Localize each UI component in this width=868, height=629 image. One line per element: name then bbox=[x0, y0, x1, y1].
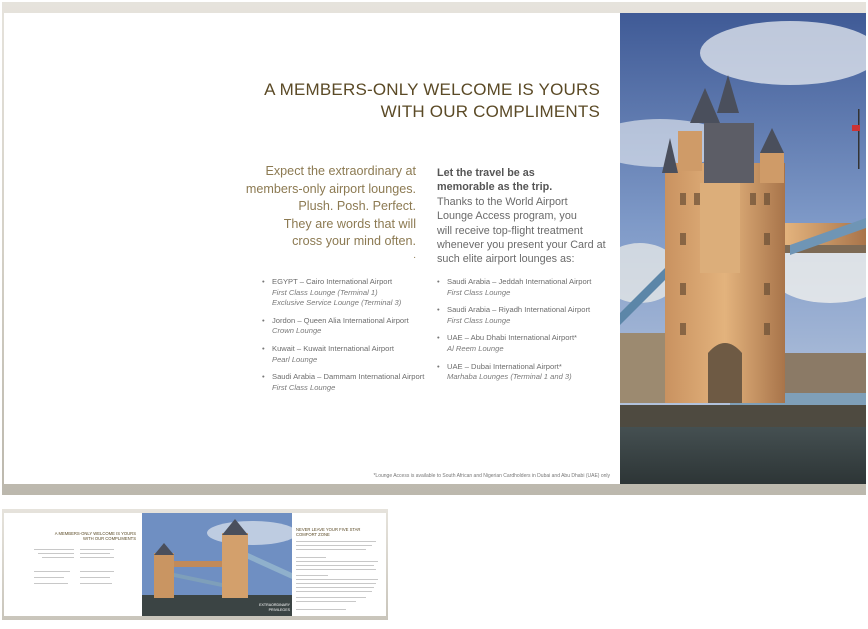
intro-line: Expect the extraordinary at bbox=[265, 164, 416, 178]
travel-line: will receive top-flight treatment bbox=[437, 224, 583, 237]
lounge-name: First Class Lounge bbox=[447, 287, 511, 297]
brochure-spread bbox=[2, 2, 866, 495]
thumbnail-text-line bbox=[296, 609, 346, 610]
airport-name: Saudi Arabia – Jeddah International Airport bbox=[447, 277, 592, 286]
thumbnail-text-line bbox=[296, 557, 326, 558]
thumbnail-text-line bbox=[296, 597, 366, 598]
thumbnail-text-line bbox=[80, 549, 114, 550]
travel-paragraph bbox=[437, 166, 609, 267]
thumbnail-text-line bbox=[38, 553, 74, 554]
page-headline bbox=[180, 79, 600, 123]
list-item bbox=[272, 372, 452, 393]
thumbnail-text-line bbox=[296, 591, 372, 592]
thumbnail-text-line bbox=[34, 549, 74, 550]
thumbnail-right-heading-line-2: COMFORT ZONE bbox=[296, 532, 330, 537]
thumbnail-text-line bbox=[80, 577, 110, 578]
thumbnail-heading-line-2: WITH OUR COMPLIMENTS bbox=[82, 536, 136, 541]
travel-heading-line-2: memorable as the trip. bbox=[437, 181, 553, 194]
headline-line-1: A MEMBERS-ONLY WELCOME IS YOURS bbox=[264, 80, 600, 99]
thumbnail-text-line bbox=[80, 553, 110, 554]
thumbnail-bridge-illustration bbox=[142, 513, 292, 616]
thumbnail-photo bbox=[142, 513, 292, 616]
lounge-list-right bbox=[437, 277, 627, 390]
thumbnail-text-line bbox=[296, 575, 328, 576]
intro-dot: . bbox=[413, 249, 416, 261]
lounge-name: Marhaba Lounges (Terminal 1 and 3) bbox=[447, 372, 572, 382]
list-item bbox=[447, 305, 627, 326]
thumbnail-text-line bbox=[296, 583, 376, 584]
list-item bbox=[447, 333, 627, 354]
thumbnail-text-line bbox=[296, 569, 376, 570]
thumbnail-text-line bbox=[296, 541, 376, 542]
airport-name: Jordon – Queen Alia International Airport bbox=[272, 315, 409, 325]
lounge-name: Al Reem Lounge bbox=[447, 343, 504, 353]
footnote: *Lounge Access is available to South African and Nigerian Cardholders in Dubai and Abu Dhabi (UAE) only bbox=[373, 473, 610, 479]
thumbnail-text-line bbox=[296, 545, 372, 546]
thumbnail-text-line bbox=[42, 557, 74, 558]
airport-name: Kuwait – Kuwait International Airport bbox=[272, 343, 394, 353]
travel-line: Thanks to the World Airport bbox=[437, 195, 568, 208]
airport-name: EGYPT – Cairo International Airport bbox=[272, 277, 393, 286]
lounge-name: Crown Lounge bbox=[272, 326, 322, 336]
thumbnail-text-line bbox=[80, 557, 114, 558]
airport-name: UAE – Dubai International Airport* bbox=[447, 361, 562, 371]
brochure-thumbnail[interactable] bbox=[2, 509, 388, 620]
airport-name: Saudi Arabia – Dammam International Airport bbox=[272, 372, 425, 382]
travel-heading-line-1: Let the travel be as bbox=[437, 167, 535, 179]
intro-line: They are words that will bbox=[283, 216, 416, 231]
thumbnail-text-line bbox=[34, 583, 68, 584]
lounge-name: First Class Lounge bbox=[447, 315, 511, 325]
thumbnail-overlay-line-1: EXTRAORDINARY bbox=[259, 603, 290, 608]
airport-name: Saudi Arabia – Riyadh International Airport bbox=[447, 305, 591, 315]
thumbnail-overlay-line-2: PRIVILEGES bbox=[268, 607, 290, 612]
airport-name: UAE – Abu Dhabi International Airport* bbox=[447, 333, 578, 343]
tower-bridge-illustration bbox=[620, 13, 866, 484]
lounge-name: First Class Lounge bbox=[272, 382, 336, 392]
lounge-name: Pearl Lounge bbox=[272, 354, 318, 364]
thumbnail-text-line bbox=[80, 571, 114, 572]
thumbnail-right-page bbox=[292, 513, 386, 616]
thumbnail-text-line bbox=[296, 579, 378, 580]
list-item bbox=[272, 316, 452, 337]
list-item bbox=[447, 277, 627, 298]
headline-line-2: WITH OUR COMPLIMENTS bbox=[380, 102, 600, 121]
intro-line: Plush. Posh. Perfect. bbox=[298, 199, 416, 214]
list-item bbox=[272, 277, 452, 309]
intro-line: members-only airport lounges. bbox=[245, 181, 416, 196]
lounge-list-left bbox=[262, 277, 452, 400]
travel-line: Lounge Access program, you bbox=[437, 210, 577, 223]
lounge-name: First Class Lounge (Terminal 1) bbox=[272, 287, 378, 297]
list-item bbox=[272, 344, 452, 365]
thumbnail-text-line bbox=[296, 601, 356, 602]
thumbnail-text-line bbox=[296, 565, 374, 566]
thumbnail-overlay bbox=[259, 603, 290, 612]
thumbnail-text-line bbox=[296, 549, 366, 550]
brochure-left-page bbox=[4, 13, 620, 484]
travel-line: such elite airport lounges as: bbox=[437, 253, 575, 266]
thumbnail-text-line bbox=[34, 571, 70, 572]
travel-line: whenever you present your Card at bbox=[437, 239, 606, 252]
thumbnail-text-line bbox=[34, 577, 64, 578]
tower-bridge-photo bbox=[620, 13, 866, 484]
intro-text bbox=[234, 163, 416, 261]
thumbnail-text-line bbox=[296, 587, 374, 588]
lounge-name: Exclusive Service Lounge (Terminal 3) bbox=[272, 298, 402, 308]
list-item bbox=[447, 362, 627, 383]
thumbnail-left-page bbox=[4, 513, 142, 616]
thumbnail-right-heading-line-1: NEVER LEAVE YOUR FIVE STAR bbox=[296, 527, 361, 532]
thumbnail-text-line bbox=[296, 561, 378, 562]
thumbnail-text-line bbox=[80, 583, 112, 584]
intro-line: cross your mind often. bbox=[292, 234, 416, 249]
thumbnail-heading-line-1: A MEMBERS-ONLY WELCOME IS YOURS bbox=[54, 531, 136, 536]
